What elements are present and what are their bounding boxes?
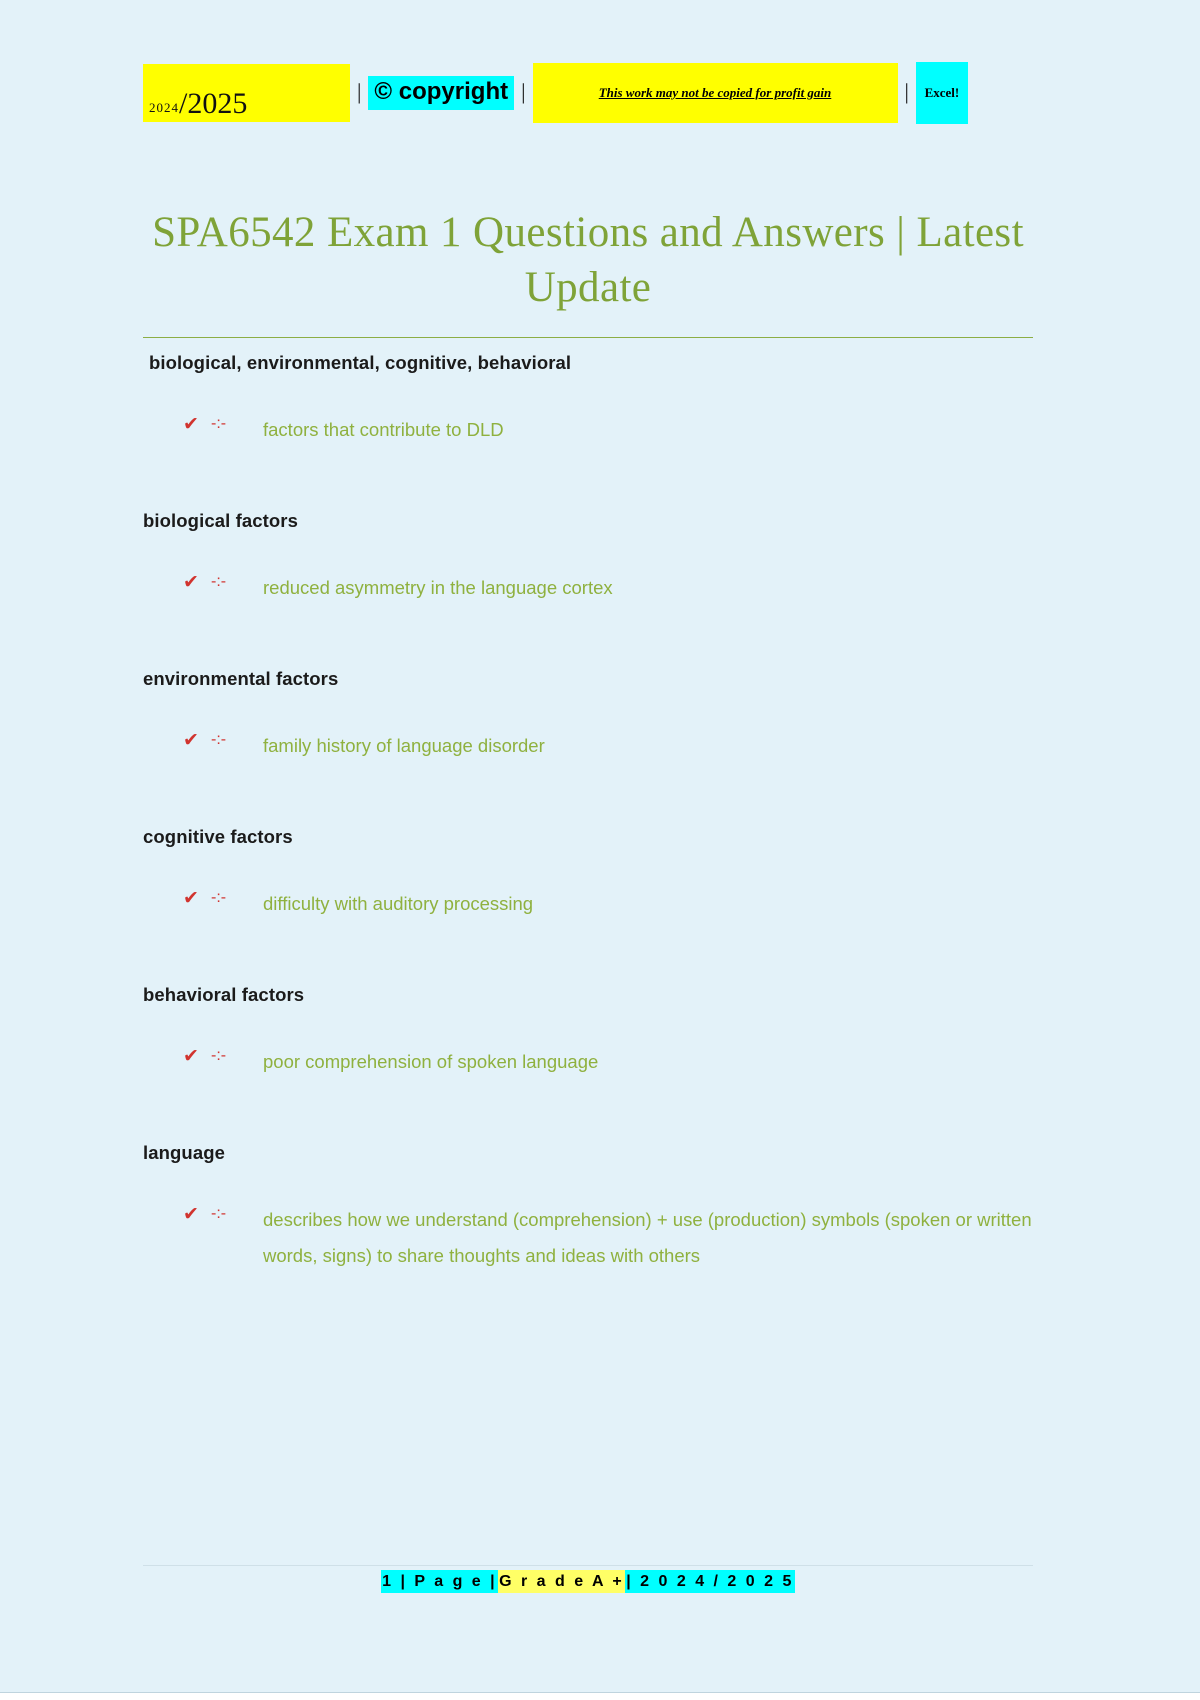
qa-answer: factors that contribute to DLD: [263, 419, 504, 440]
excel-label: Excel!: [924, 85, 960, 100]
check-icon: ✔: [183, 888, 199, 910]
dash-marker: -:-: [211, 1205, 227, 1223]
title-divider: [143, 337, 1033, 338]
footer-page-label: 1 | P a g e |: [381, 1570, 498, 1593]
footer-divider: [143, 1565, 1033, 1566]
copy-notice-box: [533, 63, 898, 123]
document-header-strip: [143, 64, 1023, 122]
qa-answer-row: [143, 412, 1073, 448]
dash-marker: -:-: [211, 573, 227, 591]
check-icon: ✔: [183, 730, 199, 752]
qa-item: [143, 668, 1073, 764]
qa-item: [143, 510, 1073, 606]
qa-item: [143, 352, 1073, 448]
qa-answer-row: [143, 570, 1073, 606]
year-end-label: /2025: [179, 87, 248, 120]
footer-grade-label: G r a d e A +: [498, 1570, 625, 1593]
qa-item: [143, 1142, 1073, 1274]
qa-answer: reduced asymmetry in the language cortex: [263, 577, 613, 599]
dash-marker: -:-: [211, 889, 227, 907]
page-footer: [143, 1573, 1033, 1591]
excel-badge: [916, 62, 968, 124]
separator-pipe-2: |: [521, 79, 526, 104]
qa-answer-row: [143, 1202, 1073, 1274]
qa-term: biological, environmental, cognitive, behavioral: [149, 352, 572, 373]
qa-answer-row: [143, 1044, 1073, 1080]
separator-pipe-1: |: [357, 79, 362, 104]
qa-answer-row: [143, 728, 1073, 764]
qa-term: environmental factors: [143, 668, 339, 690]
check-icon: ✔: [183, 1046, 199, 1068]
separator-pipe-3: |: [904, 79, 909, 104]
qa-list: [143, 352, 1073, 1336]
dash-marker: -:-: [211, 415, 227, 432]
dash-marker: -:-: [211, 731, 227, 749]
check-icon: ✔: [183, 414, 199, 435]
qa-term: behavioral factors: [143, 984, 305, 1006]
qa-term: cognitive factors: [143, 826, 293, 848]
check-icon: ✔: [183, 572, 199, 594]
year-highlight-box: [143, 64, 350, 122]
qa-term: biological factors: [143, 510, 298, 532]
footer-year-label: | 2 0 2 4 / 2 0 2 5: [625, 1570, 795, 1593]
qa-answer-row: [143, 886, 1073, 922]
year-start-label: 2024: [149, 100, 179, 115]
dash-marker: -:-: [211, 1047, 227, 1065]
qa-term: language: [143, 1142, 226, 1164]
qa-answer: describes how we understand (comprehension) + use (production) symbols (spoken or written words, signs) to share thoughts and ideas with others: [263, 1209, 1032, 1267]
qa-item: [143, 826, 1073, 922]
footer-text-group: [381, 1573, 795, 1591]
page-title: SPA6542 Exam 1 Questions and Answers | Latest Update: [152, 209, 1024, 312]
copyright-badge: © copyright: [368, 76, 514, 110]
check-icon: ✔: [183, 1204, 199, 1226]
qa-answer: family history of language disorder: [263, 735, 545, 757]
qa-answer: poor comprehension of spoken language: [263, 1051, 599, 1073]
qa-item: [143, 984, 1073, 1080]
page-bottom-edge: [0, 1692, 1200, 1700]
qa-answer: difficulty with auditory processing: [263, 893, 534, 915]
copy-notice-label: This work may not be copied for profit gain: [598, 85, 832, 100]
